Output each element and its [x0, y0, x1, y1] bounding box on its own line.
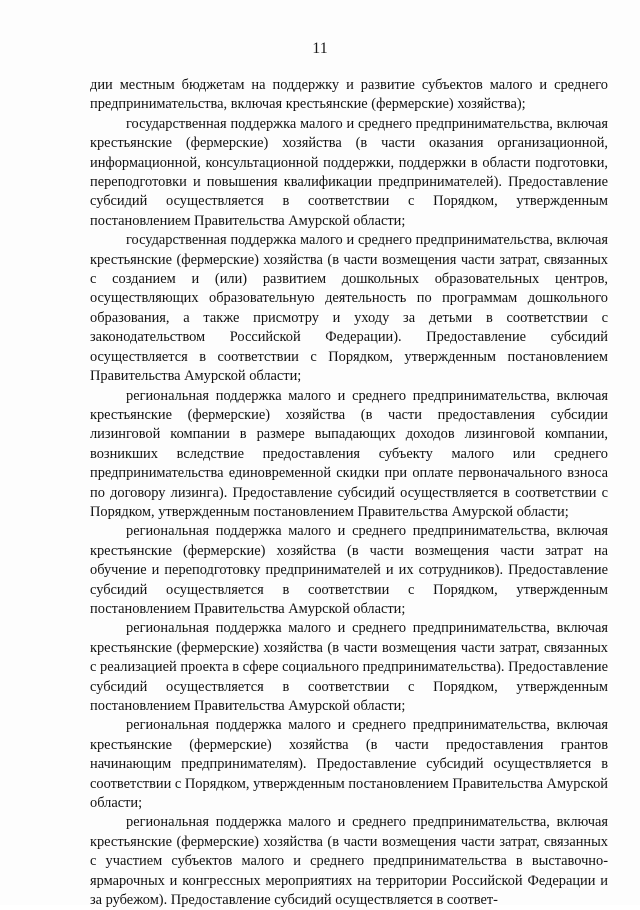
- page-number: 11: [312, 40, 328, 57]
- body-text: [90, 76, 608, 910]
- paragraph-social-entrepreneurship: региональная поддержка малого и среднего предпринимательства, включая крестьянские (фермерские) хозяйства (в части возмещения части затрат, связанных с реализацией проекта в сфере социального предпринимательства). Предоставление субсидий осуществляется в соответствии с Порядком, утвержденным постановлением Правительства Амурской области;: [90, 620, 608, 714]
- paragraph-preschool-centers: государственная поддержка малого и среднего предпринимательства, включая крестьянские (фермерские) хозяйства (в части возмещения части затрат, связанных с созданием и (или) развитием дошкольных образовательных центров, осуществляющих образовательную деятельность по программам дошкольного образования, а также присмотру и уходу за детьми в соответствии с законодательством Российской Федерации). Предоставление субсидий осуществляется в соответствии с Порядком, утвержденным постановлением Правительства Амурской области;: [90, 232, 608, 385]
- paragraph-leasing-subsidy: региональная поддержка малого и среднего предпринимательства, включая крестьянские (фермерские) хозяйства (в части предоставления субсидии лизинговой компании в размере выпадающих доходов лизинговой компании, возникших вследствие предоставления субъекту малого или среднего предпринимательства единовременной скидки при оплате первоначального взноса по договору лизинга). Предоставление субсидий осуществляется в соответствии с Порядком, утвержденным постановлением Правительства Амурской области;: [90, 387, 608, 520]
- paragraph-startup-grants: региональная поддержка малого и среднего предпринимательства, включая крестьянские (фермерские) хозяйства (в части предоставления грантов начинающим предпринимателям). Предоставление субсидий осуществляется в соответствии с Порядком, утвержденным постановлением Правительства Амурской области;: [90, 717, 608, 812]
- paragraph-exhibitions: региональная поддержка малого и среднего предпринимательства, включая крестьянские (фермерские) хозяйства (в части возмещения части затрат, связанных с участием субъектов малого и среднего предпринимательства в выставочно-ярмарочных и конгрессных мероприятиях на территории Российской Федерации и за рубежом). Предоставление субсидий осуществляется в соответ-: [90, 814, 608, 909]
- paragraph-training: региональная поддержка малого и среднего предпринимательства, включая крестьянские (фермерские) хозяйства (в части возмещения части затрат на обучение и переподготовку предпринимателей и их сотрудников). Предоставление субсидий осуществляется в соответствии с Порядком, утвержденным постановлением Правительства Амурской области;: [90, 523, 608, 617]
- paragraph-continuation: дии местным бюджетам на поддержку и развитие субъектов малого и среднего предпринимательства, включая крестьянские (фермерские) хозяйства);: [90, 77, 608, 113]
- paragraph-organizational-support: государственная поддержка малого и среднего предпринимательства, включая крестьянские (фермерские) хозяйства (в части оказания организационной, информационной, консультационной поддержки, поддержки в области подготовки, переподготовки и повышения квалификации предпринимателей). Предоставление субсидий осуществляется в соответствии с Порядком, утвержденным постановлением Правительства Амурской области;: [90, 115, 608, 229]
